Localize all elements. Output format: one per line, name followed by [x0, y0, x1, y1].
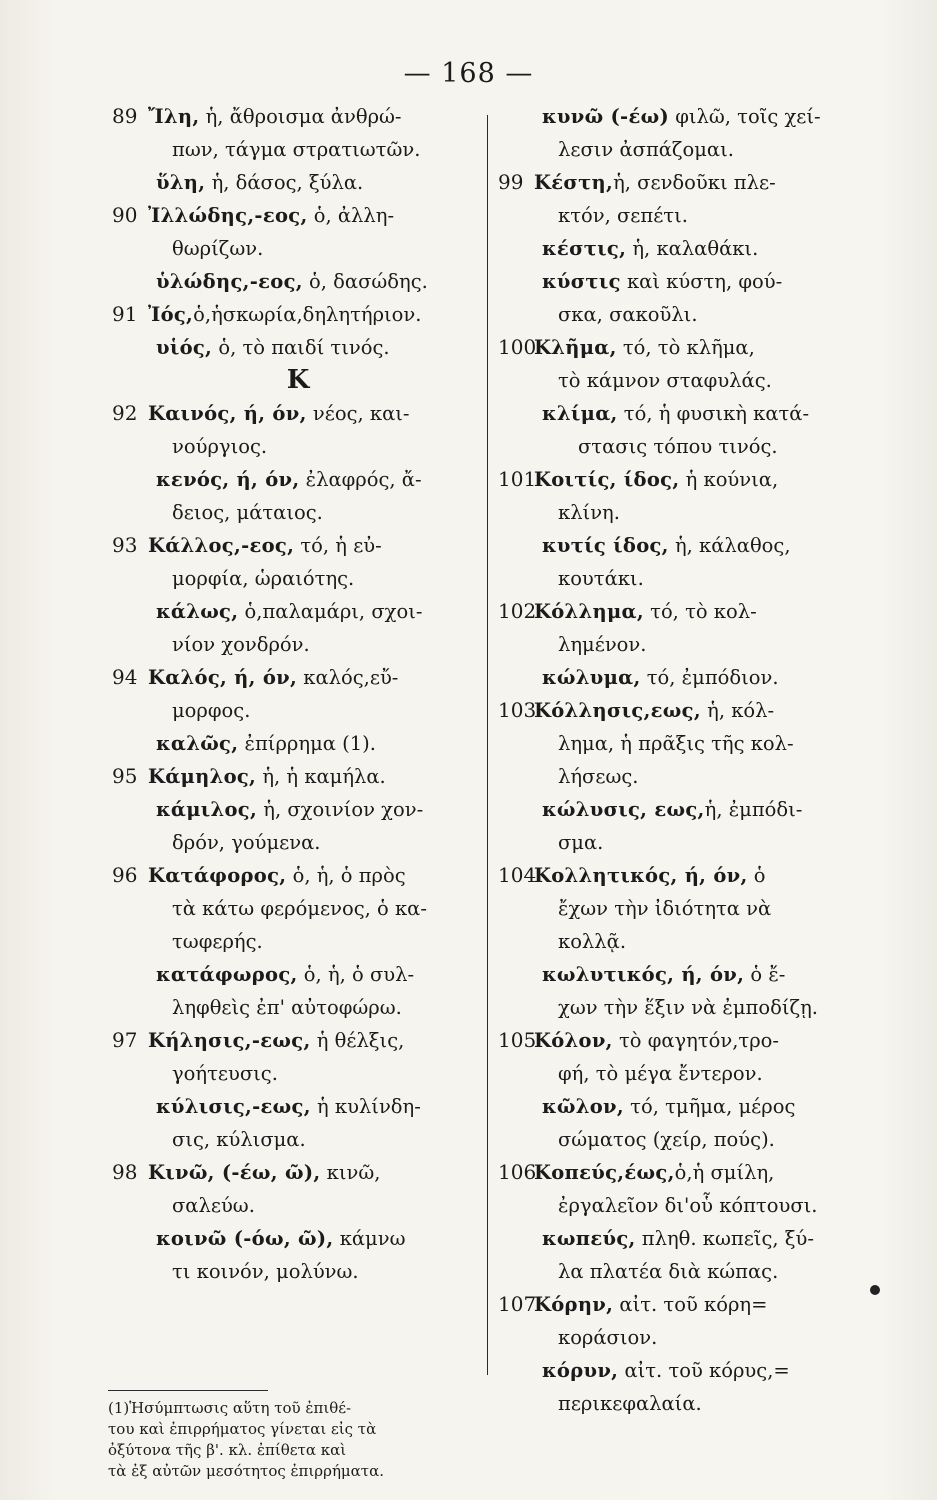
entry-number: 100: [498, 335, 537, 359]
definition-text: ἡ, καλαθάκι.: [626, 237, 759, 260]
entry-line: [112, 298, 484, 331]
definition-text: λημα, ἡ πρᾶξις τῆς κολ-: [558, 732, 794, 755]
headword: κυτίς ίδος,: [542, 534, 669, 557]
definition-text: φιλῶ, τοῖς χεί-: [669, 105, 821, 128]
headword: κύλισις,-εως,: [156, 1095, 311, 1118]
entry-line: [112, 760, 484, 793]
entry-number: 103: [498, 698, 537, 722]
footnote-line: τὰ ἐξ αὐτῶν μεσότητος ἐπιρρήματα.: [108, 1462, 384, 1480]
headword: Κινῶ, (-έω, ῶ),: [148, 1161, 321, 1184]
headword: κωπεύς,: [542, 1227, 636, 1250]
entry-number: 91: [112, 302, 138, 326]
definition-text: σκα, σακοῦλι.: [558, 303, 698, 326]
subentry-line: [498, 397, 858, 430]
subentry-line: [112, 166, 484, 199]
headword: καλῶς,: [156, 732, 239, 755]
definition-text: ἐλαφρός, ἄ-: [299, 468, 422, 491]
footnote-line: (1)Ἡσύμπτωσις αὕτη τοῦ ἐπιθέ-: [108, 1399, 352, 1417]
continuation-line: [498, 1123, 858, 1156]
headword: Κλῆμα,: [534, 336, 617, 359]
left-column: [112, 100, 484, 1288]
entry-number: 90: [112, 203, 138, 227]
column-divider: [487, 115, 488, 1375]
definition-text: καλός,εὔ-: [297, 666, 399, 689]
entry-number: 96: [112, 863, 138, 887]
entry-line: [112, 529, 484, 562]
headword: Κόλλημα,: [534, 600, 644, 623]
subentry-line: [112, 958, 484, 991]
headword: υἱός,: [156, 336, 213, 359]
continuation-line: [112, 133, 484, 166]
subentry-line: [498, 1090, 858, 1123]
continuation-line: [112, 562, 484, 595]
definition-text: τό, ἡ εὐ-: [294, 534, 382, 557]
footnote-line: του καὶ ἐπιρρήματος γίνεται εἰς τὰ: [108, 1420, 377, 1438]
entry-number: 106: [498, 1160, 537, 1184]
definition-text: κουτάκι.: [558, 567, 644, 590]
footnote: [108, 1398, 478, 1482]
definition-text: κτόν, σεπέτι.: [558, 204, 688, 227]
continuation-line: [112, 991, 484, 1024]
continuation-line: [498, 562, 858, 595]
headword: ὕλη,: [156, 171, 206, 194]
definition-text: τωφερής.: [172, 930, 263, 953]
subentry-line: [112, 727, 484, 760]
continuation-line: [498, 133, 858, 166]
entry-line: [498, 331, 858, 364]
subentry-line: [112, 265, 484, 298]
subentry-line: [112, 1222, 484, 1255]
definition-text: λήσεως.: [558, 765, 639, 788]
entry-line: [498, 595, 858, 628]
headword: κοινῶ (-όω, ῶ),: [156, 1227, 334, 1250]
definition-text: πων, τάγμα στρατιωτῶν.: [172, 138, 421, 161]
continuation-line: [498, 727, 858, 760]
subentry-line: [498, 661, 858, 694]
subentry-line: [498, 529, 858, 562]
definition-text: ἡ, κάλαθος,: [668, 534, 791, 557]
continuation-line: [498, 199, 858, 232]
continuation-line: [498, 892, 858, 925]
definition-text: στασις τόπου τινός.: [578, 435, 778, 458]
continuation-line: [498, 1387, 858, 1420]
definition-text: ὁ,ἡσκωρία,δηλητήριον.: [193, 303, 422, 326]
entry-line: [498, 1156, 858, 1189]
continuation-line: [498, 430, 858, 463]
headword: Καινός, ή, όν,: [148, 402, 307, 425]
entry-number: 93: [112, 533, 138, 557]
definition-text: ἐπίρρημα (1).: [238, 732, 376, 755]
definition-text: ὁ, δασώδης.: [302, 270, 428, 293]
subentry-line: [498, 793, 858, 826]
headword: κατάφωρος,: [156, 963, 298, 986]
right-column: [498, 100, 858, 1420]
headword: Ἰός,: [148, 303, 194, 326]
headword: Κόρην,: [534, 1293, 614, 1316]
headword: Καλός, ή, όν,: [148, 666, 298, 689]
entry-line: [498, 1288, 858, 1321]
definition-text: σώματος (χείρ, πούς).: [558, 1128, 775, 1151]
subentry-line: [498, 232, 858, 265]
footnote-line: ὀξύτονα τῆς β'. κλ. ἐπίθετα καὶ: [108, 1441, 347, 1459]
subentry-line: [498, 265, 858, 298]
definition-text: ἡ, σχοινίον χον-: [257, 798, 424, 821]
entry-number: 101: [498, 467, 537, 491]
definition-text: θωρίζων.: [172, 237, 264, 260]
continuation-line: [112, 628, 484, 661]
subentry-line: [498, 100, 858, 133]
subentry-line: [112, 595, 484, 628]
continuation-line: [112, 232, 484, 265]
definition-text: μορφος.: [172, 699, 251, 722]
headword: Κήλησις,-εως,: [148, 1029, 311, 1052]
definition-text: ὁ, ἡ, ὁ πρὸς: [286, 864, 406, 887]
headword: Κόλον,: [534, 1029, 613, 1052]
definition-text: ἡ κυλίνδη-: [310, 1095, 421, 1118]
definition-text: λα πλατέα διὰ κώπας.: [558, 1260, 779, 1283]
continuation-line: [112, 430, 484, 463]
definition-text: δρόν, γούμενα.: [172, 831, 321, 854]
definition-text: ἡ, δάσος, ξύλα.: [205, 171, 364, 194]
headword: Κάλλος,-εος,: [148, 534, 295, 557]
entry-line: [112, 859, 484, 892]
definition-text: σαλεύω.: [172, 1194, 255, 1217]
continuation-line: [498, 1255, 858, 1288]
entry-number: 95: [112, 764, 138, 788]
headword: κωλυτικός, ή, όν,: [542, 963, 745, 986]
definition-text: ἡ, κόλ-: [700, 699, 775, 722]
definition-text: καὶ κύστη, φού-: [620, 270, 783, 293]
definition-text: ὁ: [747, 864, 766, 887]
definition-text: ληφθεὶς ἐπ' αὐτοφώρω.: [172, 996, 402, 1019]
definition-text: περικεφαλαία.: [558, 1392, 702, 1415]
definition-text: αἰτ. τοῦ κόρυς,=: [618, 1359, 790, 1382]
subentry-line: [112, 463, 484, 496]
subentry-line: [112, 331, 484, 364]
definition-text: τό, τὸ κολ-: [643, 600, 757, 623]
headword: ὑλώδης,-εος,: [156, 270, 303, 293]
headword: Κολλητικός, ή, όν,: [534, 864, 748, 887]
continuation-line: [498, 1321, 858, 1354]
entry-number: 107: [498, 1292, 537, 1316]
entry-number: 97: [112, 1028, 138, 1052]
headword: κύστις: [542, 270, 621, 293]
definition-text: ὁ, ἡ, ὁ συλ-: [297, 963, 415, 986]
entry-line: [112, 199, 484, 232]
entry-line: [112, 661, 484, 694]
definition-text: ὁ,ἡ σμίλη,: [674, 1161, 775, 1184]
continuation-line: [498, 826, 858, 859]
continuation-line: [498, 364, 858, 397]
continuation-line: [112, 694, 484, 727]
continuation-line: [112, 496, 484, 529]
headword: κόρυν,: [542, 1359, 619, 1382]
continuation-line: [112, 892, 484, 925]
definition-text: ἡ θέλξις,: [310, 1029, 405, 1052]
definition-text: ἡ, ἄθροισμα ἀνθρώ-: [199, 105, 402, 128]
definition-text: μορφία, ὡραιότης.: [172, 567, 355, 590]
definition-text: τι κοινόν, μολύνω.: [172, 1260, 359, 1283]
continuation-line: [112, 1255, 484, 1288]
definition-text: πληθ. κωπεῖς, ξύ-: [635, 1227, 814, 1250]
definition-text: ἡ, ἐμπόδι-: [704, 798, 803, 821]
definition-text: τό, τμῆμα, μέρος: [623, 1095, 796, 1118]
entry-line: [498, 166, 858, 199]
continuation-line: [112, 925, 484, 958]
footnote-rule: [108, 1390, 268, 1391]
headword: Κοιτίς, ίδος,: [534, 468, 680, 491]
definition-text: δειος, μάταιος.: [172, 501, 323, 524]
definition-text: ὁ, τὸ παιδί τινός.: [212, 336, 390, 359]
section-letter: Κ: [286, 365, 310, 395]
headword: κώλυσις, εως,: [542, 798, 705, 821]
definition-text: ἡ κούνια,: [679, 468, 779, 491]
definition-text: ἡ, ἡ καμήλα.: [256, 765, 386, 788]
entry-number: 99: [498, 170, 524, 194]
definition-text: τό, ἐμπόδιον.: [640, 666, 779, 689]
entry-number: 94: [112, 665, 138, 689]
headword: Κάμηλος,: [148, 765, 257, 788]
definition-text: κοράσιον.: [558, 1326, 658, 1349]
definition-text: τὰ κάτω φερόμενος, ὁ κα-: [172, 897, 427, 920]
entry-line: [112, 100, 484, 133]
ink-dot: [870, 1285, 880, 1295]
continuation-line: [498, 1189, 858, 1222]
page-number: — 168 —: [403, 58, 534, 89]
definition-text: τὸ φαγητόν,τρο-: [612, 1029, 780, 1052]
definition-text: ὁ, ἀλλη-: [307, 204, 395, 227]
headword: κενός, ή, όν,: [156, 468, 300, 491]
headword: κυνῶ (-έω): [542, 105, 669, 128]
headword: Κατάφορος,: [148, 864, 287, 887]
headword: Κέστη,: [534, 171, 614, 194]
headword: Ἴλη,: [148, 105, 200, 128]
continuation-line: [112, 1189, 484, 1222]
entry-line: [112, 397, 484, 430]
headword: κώλυμα,: [542, 666, 641, 689]
definition-text: κολλᾷ.: [558, 930, 627, 953]
continuation-line: [498, 298, 858, 331]
continuation-line: [498, 925, 858, 958]
definition-text: κάμνω: [333, 1227, 406, 1250]
headword: κλίμα,: [542, 402, 618, 425]
definition-text: κινῶ,: [320, 1161, 381, 1184]
headword: Κόλλησις,εως,: [534, 699, 701, 722]
definition-text: νέος, και-: [306, 402, 410, 425]
entry-number: 105: [498, 1028, 537, 1052]
continuation-line: [498, 1057, 858, 1090]
continuation-line: [112, 1057, 484, 1090]
definition-text: αἰτ. τοῦ κόρη=: [613, 1293, 768, 1316]
headword: Κοπεύς,έως,: [534, 1161, 675, 1184]
subentry-line: [498, 1354, 858, 1387]
subentry-line: [498, 958, 858, 991]
definition-text: λημένον.: [558, 633, 647, 656]
subentry-line: [112, 1090, 484, 1123]
entry-number: 98: [112, 1160, 138, 1184]
continuation-line: [498, 760, 858, 793]
definition-text: τό, ἡ φυσικὴ κατά-: [617, 402, 810, 425]
entry-line: [498, 1024, 858, 1057]
definition-text: νούργιος.: [172, 435, 268, 458]
definition-text: σις, κύλισμα.: [172, 1128, 306, 1151]
entry-line: [112, 1024, 484, 1057]
definition-text: σμα.: [558, 831, 604, 854]
entry-number: 104: [498, 863, 537, 887]
subentry-line: [112, 793, 484, 826]
definition-text: ἔχων τὴν ἰδιότητα νὰ: [558, 897, 772, 920]
entry-line: [112, 1156, 484, 1189]
continuation-line: [112, 1123, 484, 1156]
definition-text: ὁ,παλαμάρι, σχοι-: [238, 600, 423, 623]
definition-text: ὁ ἔ-: [744, 963, 786, 986]
definition-text: τὸ κάμνον σταφυλάς.: [558, 369, 772, 392]
entry-number: 102: [498, 599, 537, 623]
entry-number: 92: [112, 401, 138, 425]
headword: κάλως,: [156, 600, 239, 623]
continuation-line: [498, 991, 858, 1024]
definition-text: φή, τὸ μέγα ἔντερον.: [558, 1062, 763, 1085]
entry-line: [498, 463, 858, 496]
headword: Ἰλλώδης,-εος,: [148, 204, 308, 227]
definition-text: χων τὴν ἕξιν νὰ ἐμποδίζῃ.: [558, 996, 818, 1019]
headword: κέστις,: [542, 237, 627, 260]
definition-text: λεσιν ἀσπάζομαι.: [558, 138, 734, 161]
entry-line: [498, 694, 858, 727]
definition-text: ἡ, σενδοῦκι πλε-: [613, 171, 776, 194]
continuation-line: [498, 496, 858, 529]
entry-line: [498, 859, 858, 892]
headword: κῶλον,: [542, 1095, 624, 1118]
continuation-line: [112, 826, 484, 859]
definition-text: νίον χονδρόν.: [172, 633, 310, 656]
definition-text: κλίνη.: [558, 501, 620, 524]
definition-text: ἐργαλεῖον δι'οὗ κόπτουσι.: [558, 1194, 818, 1217]
headword: κάμιλος,: [156, 798, 258, 821]
definition-text: γοήτευσις.: [172, 1062, 278, 1085]
subentry-line: [498, 1222, 858, 1255]
entry-number: 89: [112, 104, 138, 128]
continuation-line: [498, 628, 858, 661]
definition-text: τό, τὸ κλῆμα,: [616, 336, 755, 359]
